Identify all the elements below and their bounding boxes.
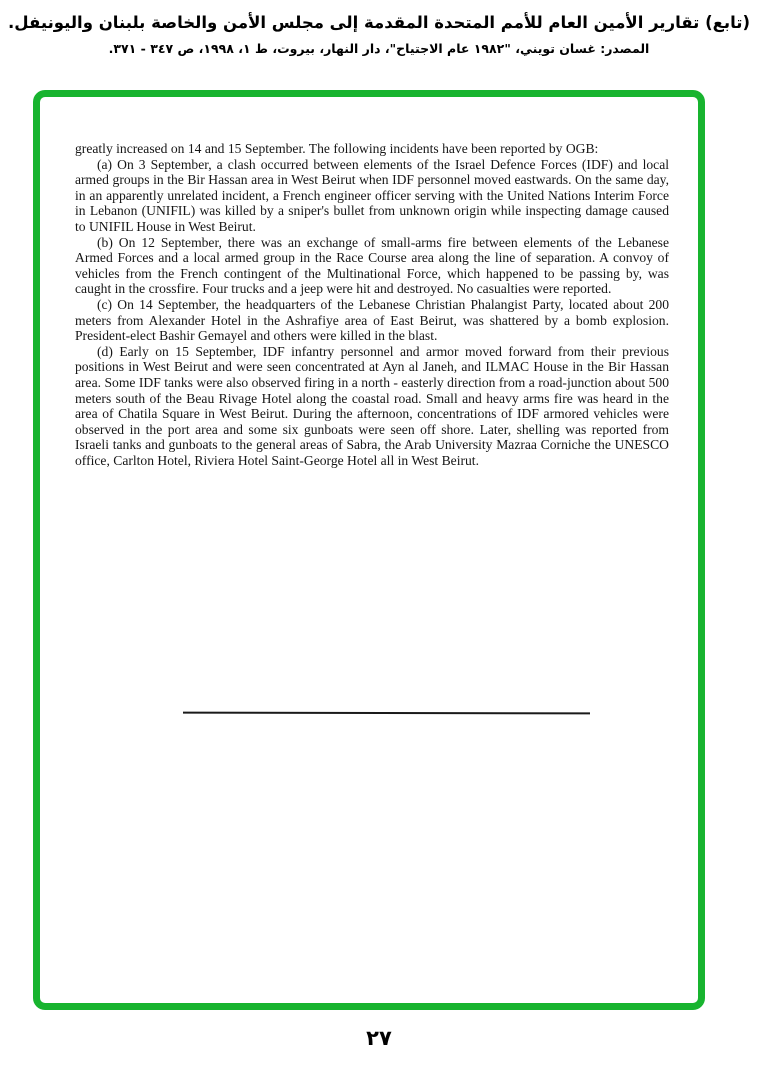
page-number: ٢٧: [366, 1026, 392, 1050]
header-source-line: المصدر: غسان تويني، "١٩٨٢ عام الاجتياح"، دار النهار، بيروت، ط ١، ١٩٩٨، ص ٣٤٧ - ٣٧١.: [108, 41, 650, 56]
arabic-header: [0, 10, 758, 60]
report-text-block: [75, 141, 669, 468]
header-title-line: (تابع) تقارير الأمين العام للأمم المتحدة المقدمة إلى مجلس الأمن والخاصة بلبنان واليونيفل.: [7, 13, 751, 32]
paragraph-intro: greatly increased on 14 and 15 September. The following incidents have been reported by OGB:: [75, 141, 599, 156]
paragraph-c: (c) On 14 September, the headquarters of the Lebanese Christian Phalangist Party, located about 200 meters from Alexander Hotel in the Ashrafiye area of East Beirut, was shattered by a bomb explosion. President-elect Bashir Gemayel and others were killed in the blast.: [75, 296, 669, 344]
paragraph-d: (d) Early on 15 September, IDF infantry personnel and armor moved forward from their previous positions in West Beirut and were seen concentrated at Ayn al Janeh, and ILMAC House in the Bir Hassan area. Some IDF tanks were also observed firing in a north - easterly direction from a road-junction about 500 meters south of the Beau Rivage Hotel along the coastal road. Small and heavy arms fire was heard in the area of Chatila Square in West Beirut. During the afternoon, concentrations of IDF armored vehicles were observed in the port area and some six gunboats were seen off shore. Later, shelling was reported from Israeli tanks and gunboats to the general areas of Sabra, the Arab University Mazraa Corniche the UNESCO office, Carlton Hotel, Riviera Hotel Saint-George Hotel all in West Beirut.: [75, 343, 669, 468]
paragraph-b: (b) On 12 September, there was an exchange of small-arms fire between elements of the Lebanese Armed Forces and a local armed group in the Race Course area along the line of separation. A convoy of vehicles from the French contingent of the Multinational Force, which happened to be passing by, was caught in the crossfire. Four trucks and a jeep were hit and destroyed. No casualties were reported.: [75, 234, 669, 297]
paragraph-a: (a) On 3 September, a clash occurred between elements of the Israel Defence Forces (IDF) and local armed groups in the Bir Hassan area in West Beirut when IDF personnel moved eastwards. On the same day, in an apparently unrelated incident, a French engineer officer serving with the United Nations Interim Force in Lebanon (UNIFIL) was killed by a sniper's bullet from unknown origin while inspecting damage caused to UNIFIL House in West Beirut.: [75, 156, 669, 234]
